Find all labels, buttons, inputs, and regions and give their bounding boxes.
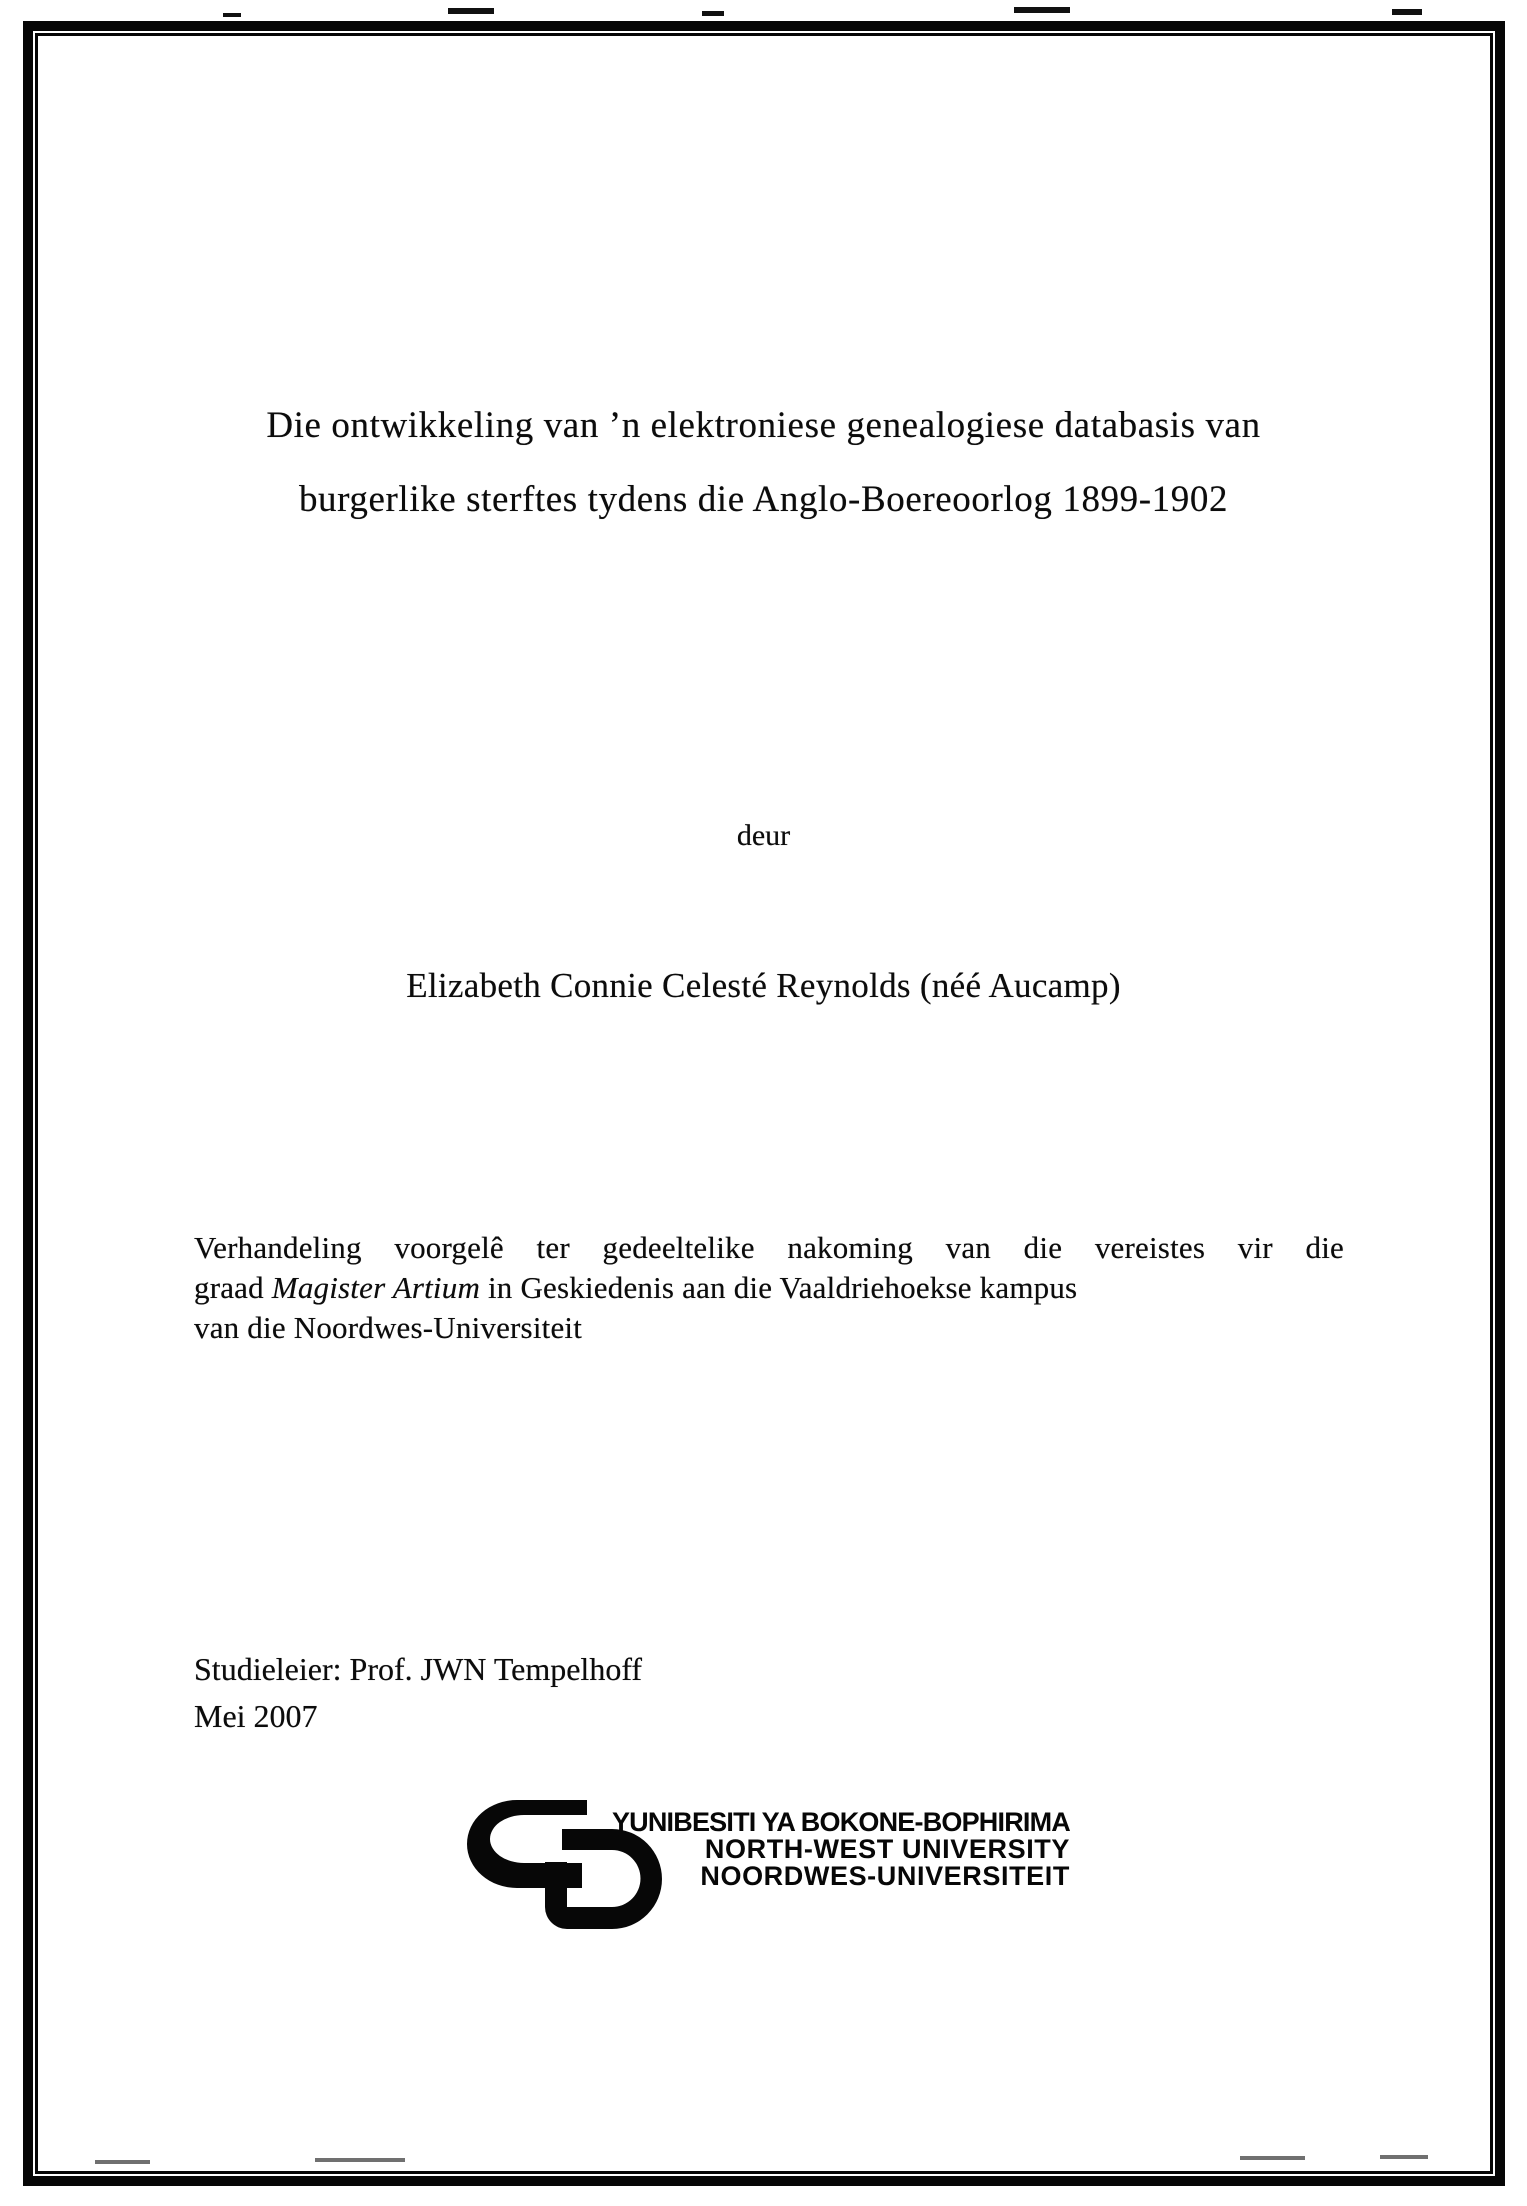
- supervisor-line: Studieleier: Prof. JWN Tempelhoff: [194, 1651, 643, 1687]
- author-name: Elizabeth Connie Celesté Reynolds (néé Aucamp): [406, 966, 1121, 1005]
- university-logo: [462, 1797, 1072, 1937]
- scan-artifact: [448, 8, 494, 14]
- thesis-title-line1: Die ontwikkeling van ’n elektroniese genealogiese databasis van: [266, 405, 1261, 446]
- byline-label: deur: [736, 819, 791, 852]
- thesis-title-line2: burgerlike sterftes tydens die Anglo-Boereoorlog 1899-1902: [298, 479, 1229, 520]
- thesis-statement-line1: Verhandeling voorgelê ter gedeeltelike nakoming van die vereistes vir die: [194, 1230, 1344, 1265]
- scan-artifact: [1014, 7, 1070, 13]
- logo-text-english: NORTH-WEST UNIVERSITY: [704, 1834, 1070, 1864]
- thesis-statement: [194, 1228, 1344, 1348]
- scan-artifact: [223, 13, 241, 17]
- university-logo-text: [583, 1809, 1070, 1890]
- date-line: Mei 2007: [194, 1698, 318, 1734]
- logo-text-setswana: YUNIBESITI YA BOKONE-BOPHIRIMA: [611, 1807, 1070, 1837]
- thesis-statement-line2-prefix: graad: [194, 1270, 272, 1305]
- scan-artifact: [702, 11, 724, 16]
- thesis-statement-line2-suffix: in Geskiedenis aan die Vaaldriehoekse kampus: [480, 1270, 1078, 1305]
- logo-text-afrikaans: NOORDWES-UNIVERSITEIT: [700, 1861, 1070, 1891]
- degree-name-italic: Magister Artium: [271, 1270, 481, 1305]
- thesis-statement-line2: [194, 1268, 1344, 1308]
- thesis-statement-line3: van die Noordwes-Universiteit: [194, 1310, 583, 1345]
- scan-artifact: [1392, 9, 1422, 15]
